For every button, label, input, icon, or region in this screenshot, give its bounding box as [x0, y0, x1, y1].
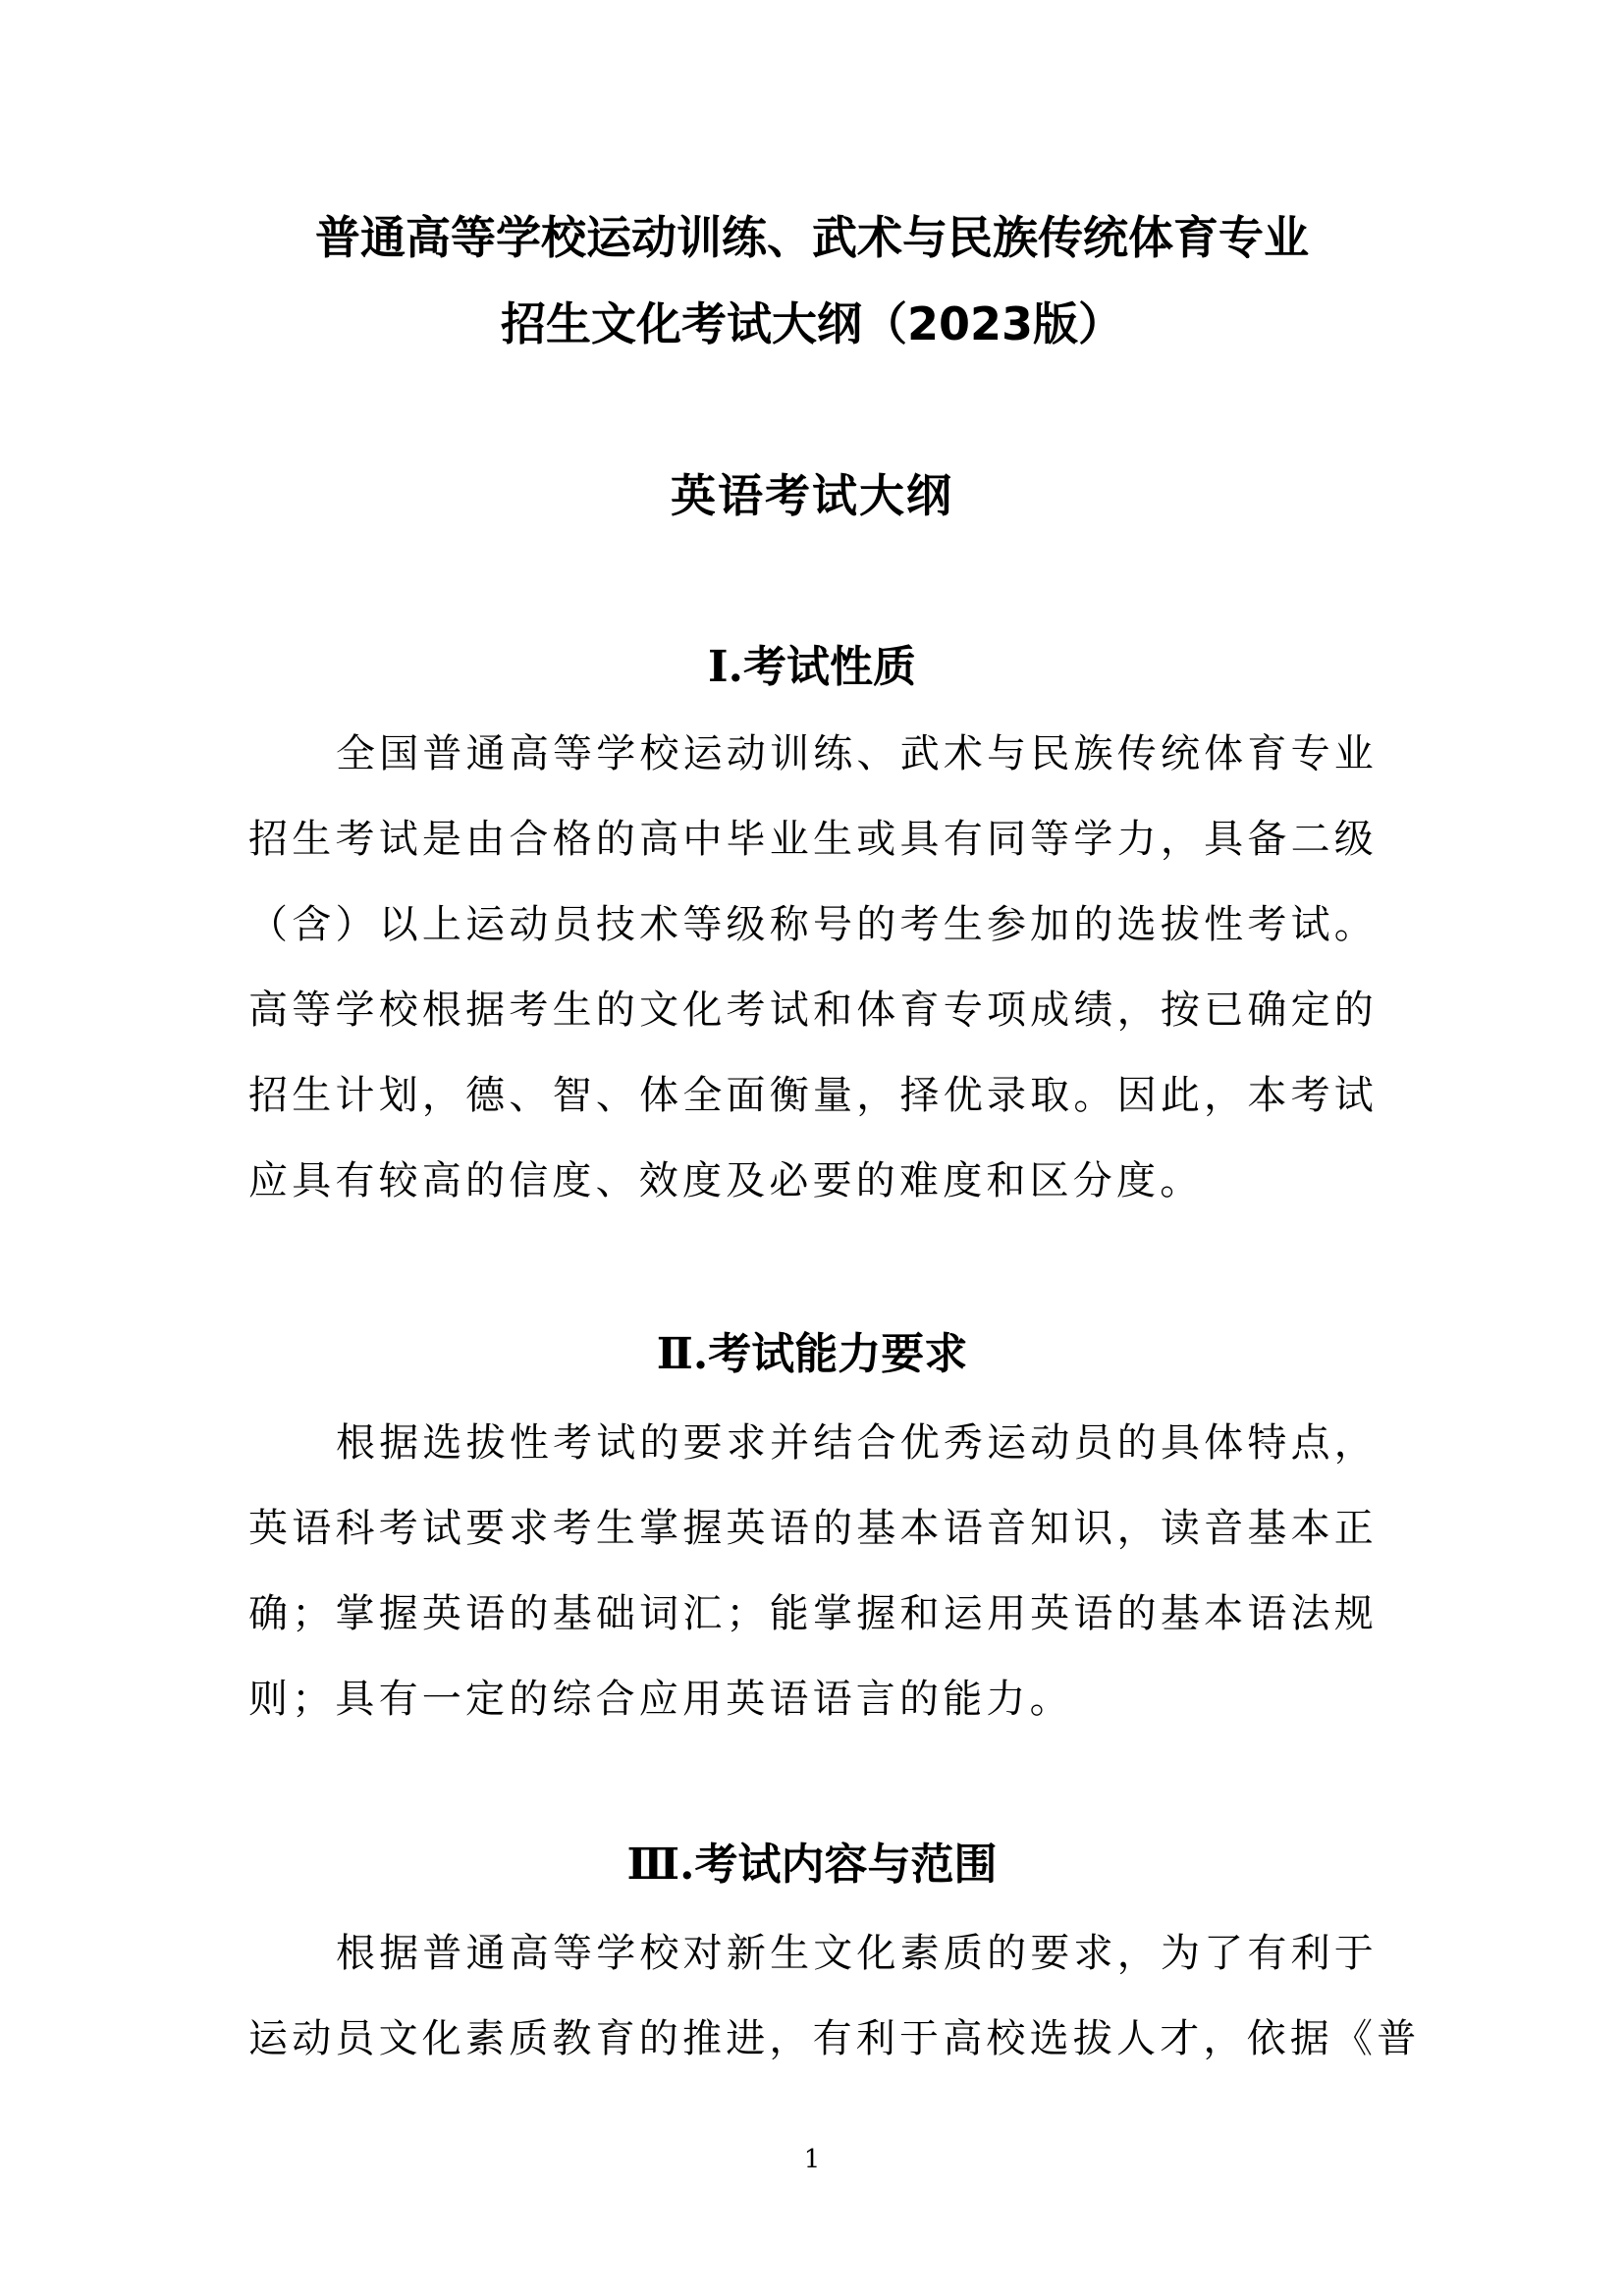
body-line: 则；具有一定的综合应用英语语言的能力。 — [248, 1677, 1073, 1722]
body-line: 英语科考试要求考生掌握英语的基本语音知识，读音基本正 — [248, 1506, 1378, 1551]
section-heading-3: Ⅲ.考试内容与范围 — [626, 1840, 998, 1890]
body-line: 确；掌握英语的基础词汇；能掌握和运用英语的基本语法规 — [248, 1591, 1378, 1636]
document-subtitle: 英语考试大纲 — [671, 469, 953, 522]
body-line: 招生考试是由合格的高中毕业生或具有同等学力，具备二级 — [248, 817, 1378, 862]
body-line: 全国普通高等学校运动训练、武术与民族传统体育专业 — [336, 731, 1378, 776]
document-title-line-1: 普通高等学校运动训练、武术与民族传统体育专业 — [315, 211, 1309, 264]
body-line: 应具有较高的信度、效度及必要的难度和区分度。 — [248, 1158, 1204, 1203]
body-line: 根据普通高等学校对新生文化素质的要求，为了有利于 — [336, 1931, 1378, 1976]
document-title-line-2: 招生文化考试大纲（2023版） — [500, 297, 1124, 350]
page-number: 1 — [803, 2145, 821, 2174]
section-heading-2: Ⅱ.考试能力要求 — [656, 1329, 968, 1379]
body-line: 运动员文化素质教育的推进，有利于高校选拔人才，依据《普 — [248, 2016, 1421, 2061]
body-line: 高等学校根据考生的文化考试和体育专项成绩，按已确定的 — [248, 988, 1378, 1033]
section-heading-1: Ⅰ.考试性质 — [708, 642, 916, 692]
body-line: 招生计划，德、智、体全面衡量，择优录取。因此，本考试 — [248, 1073, 1378, 1118]
body-line: （含）以上运动员技术等级称号的考生参加的选拔性考试。 — [248, 902, 1378, 947]
body-line: 根据选拔性考试的要求并结合优秀运动员的具体特点， — [336, 1420, 1378, 1466]
